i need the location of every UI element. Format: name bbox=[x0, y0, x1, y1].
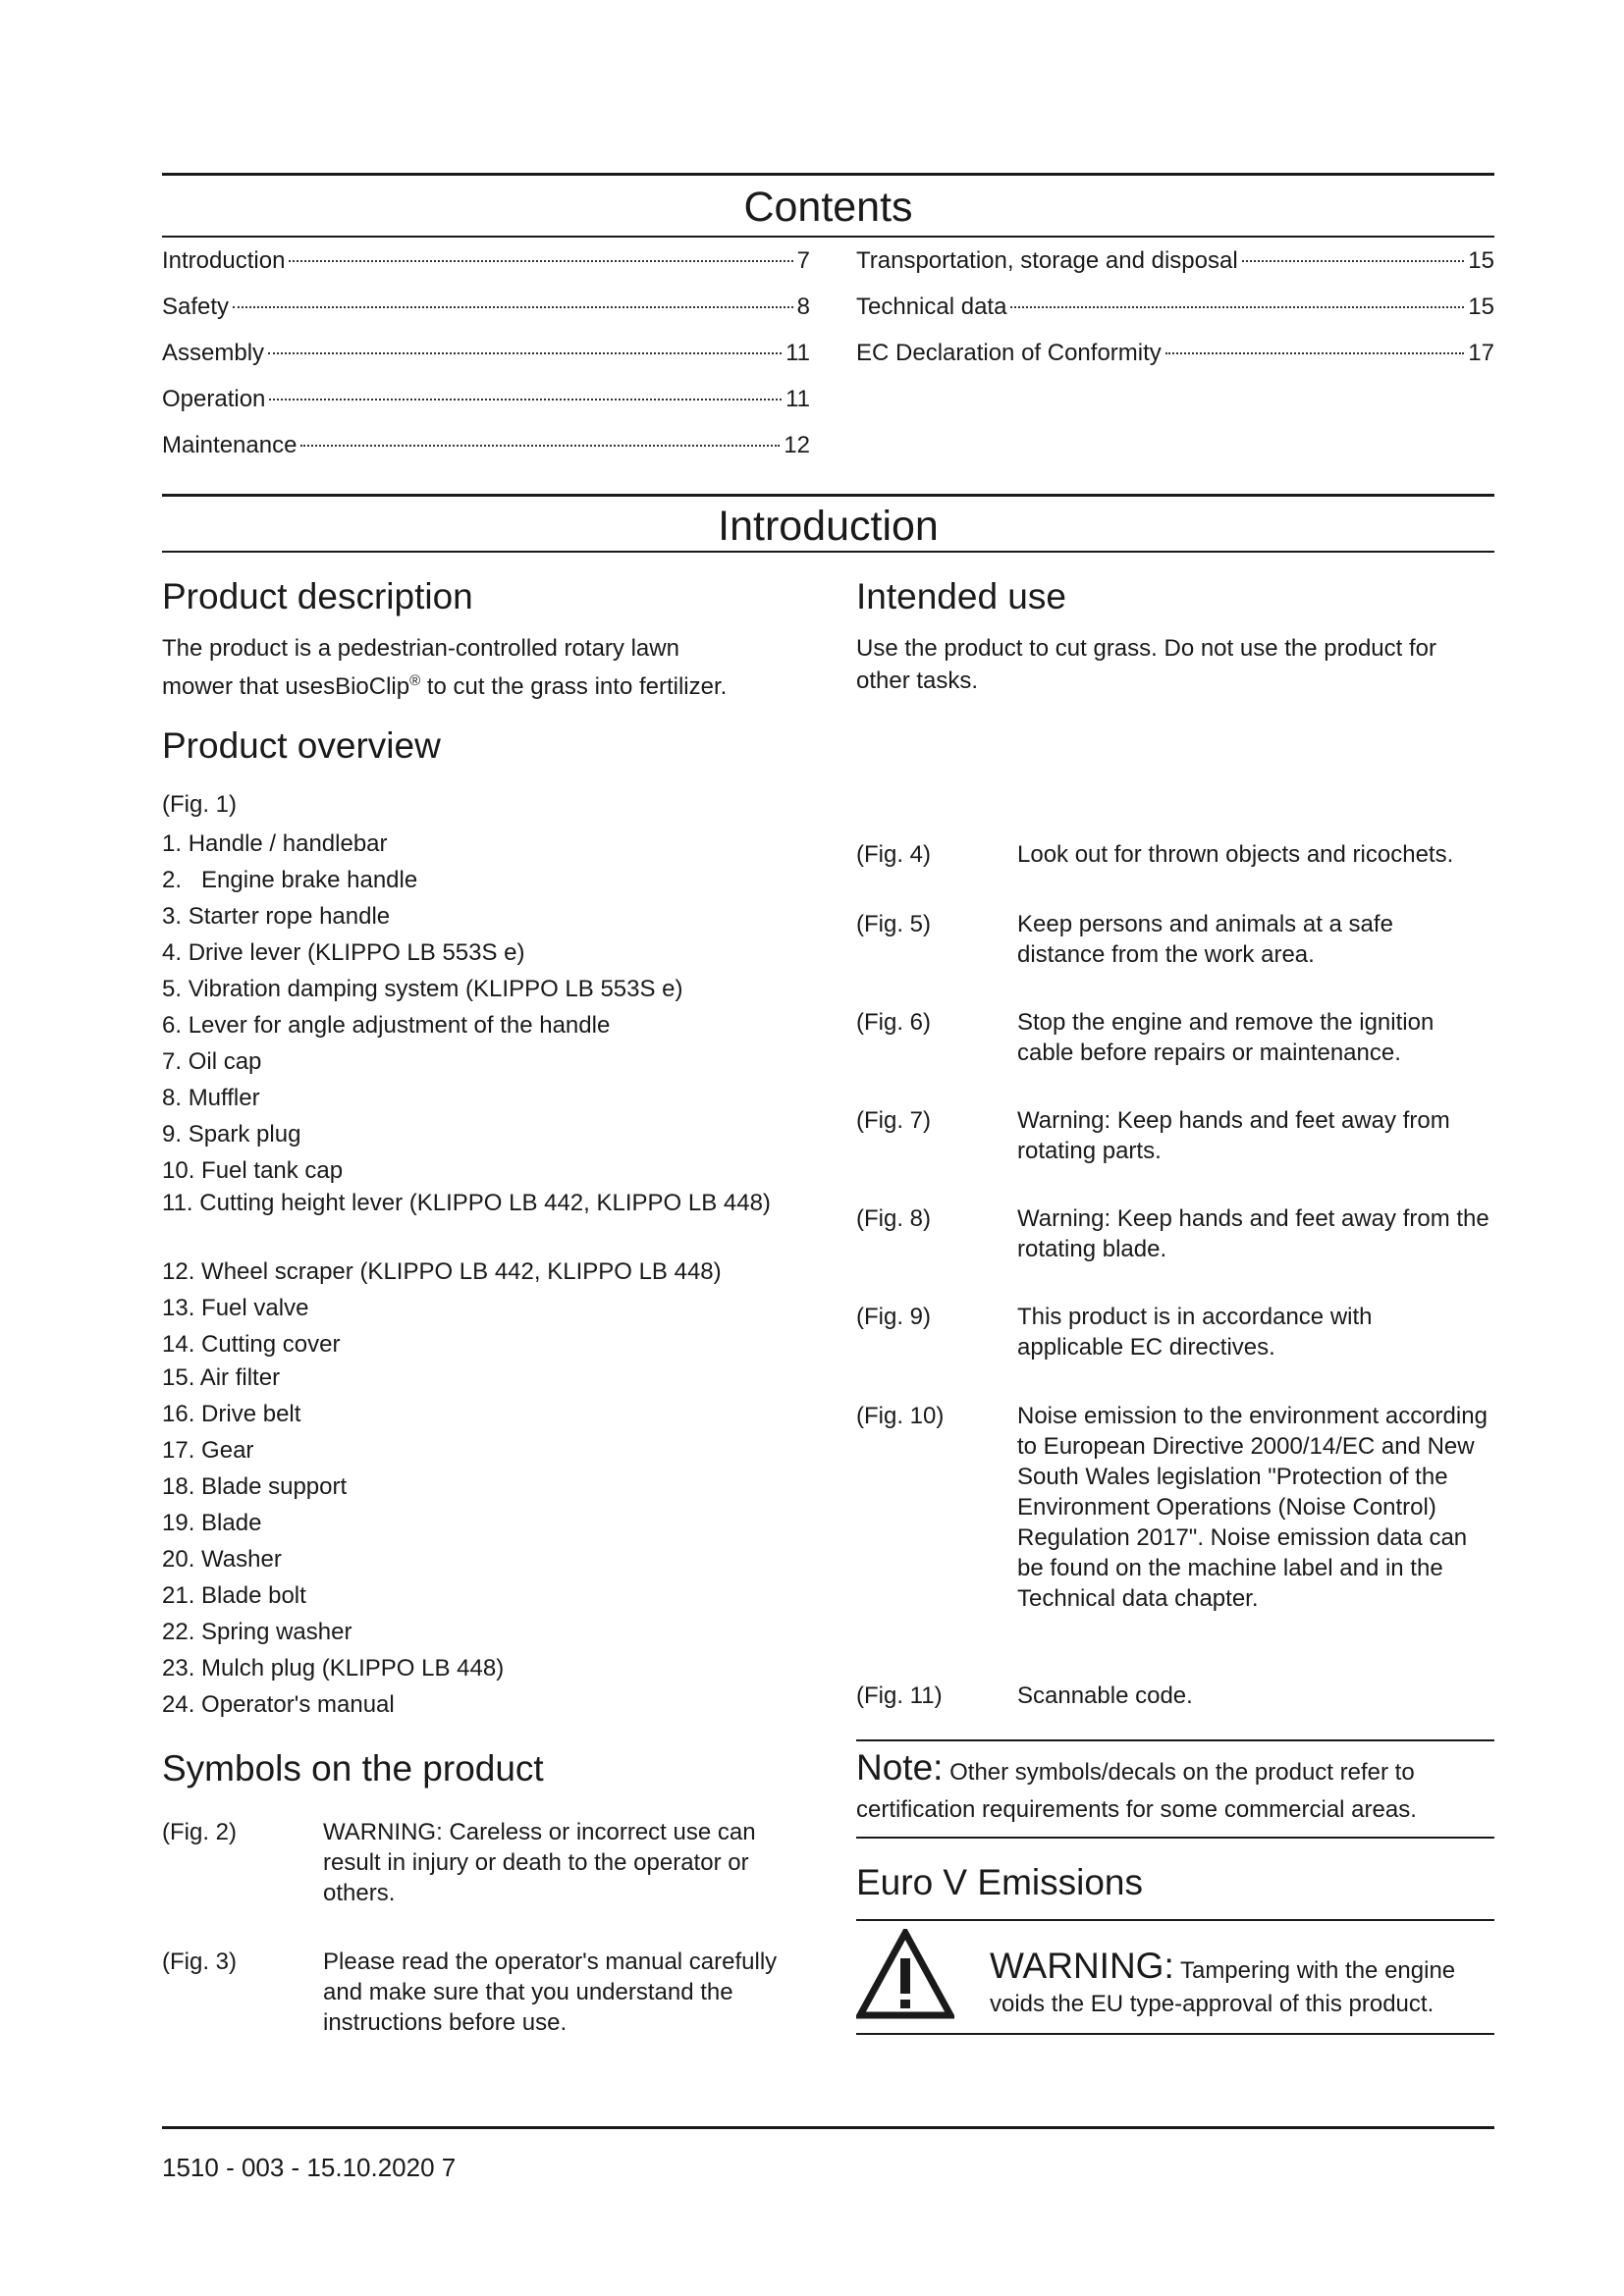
list-item-number: 13. bbox=[162, 1295, 195, 1321]
fig-description: Warning: Keep hands and feet away from the rotating blade. bbox=[1017, 1205, 1489, 1262]
fig-description: Keep persons and animals at a safe distance from the work area. bbox=[1017, 911, 1393, 968]
warning-text: Tampering with the engine voids the EU type-approval of this product. bbox=[990, 1957, 1456, 2017]
toc-entry-page: 7 bbox=[796, 247, 810, 274]
registered-mark: ® bbox=[409, 672, 421, 689]
list-item-text: Vibration damping system (KLIPPO LB 553S e) bbox=[188, 976, 683, 1002]
list-item bbox=[162, 1083, 790, 1119]
toc-leader-dots bbox=[268, 352, 782, 354]
list-item-number: 16. bbox=[162, 1401, 195, 1427]
contents-top-rule bbox=[162, 173, 1494, 176]
toc-leader-dots bbox=[1010, 306, 1464, 308]
toc-left-column bbox=[162, 247, 810, 478]
list-item bbox=[162, 1471, 790, 1508]
list-item-number: 1. bbox=[162, 830, 183, 857]
list-item bbox=[162, 1293, 790, 1329]
list-item bbox=[162, 865, 790, 901]
list-item bbox=[162, 1046, 790, 1083]
note-text: Other symbols/decals on the product refer to certification requirements for some commercial areas. bbox=[856, 1759, 1417, 1823]
fig-label: (Fig. 8) bbox=[856, 1205, 932, 1232]
list-item-number: 11. bbox=[162, 1190, 193, 1216]
toc-entry-name: Introduction bbox=[162, 247, 286, 274]
toc-leader-dots bbox=[1165, 352, 1465, 354]
product-overview-list bbox=[162, 828, 790, 1726]
toc-entry-operation[interactable] bbox=[162, 386, 810, 432]
list-item-number: 4. bbox=[162, 939, 183, 966]
list-item-text: Oil cap bbox=[188, 1048, 262, 1075]
toc-entry-page: 11 bbox=[785, 386, 810, 412]
fig-description: Stop the engine and remove the ignition cable before repairs or maintenance. bbox=[1017, 1009, 1435, 1066]
list-item-number: 8. bbox=[162, 1085, 183, 1111]
list-item-number: 19. bbox=[162, 1510, 195, 1536]
bioclip-name: BioClip bbox=[335, 673, 410, 700]
list-item-text: Cutting cover bbox=[201, 1331, 341, 1358]
footer-rule bbox=[162, 2126, 1494, 2129]
list-item-number: 24. bbox=[162, 1691, 195, 1718]
list-item-text: Handle / handlebar bbox=[188, 830, 388, 857]
list-item-text: Air filter bbox=[199, 1364, 281, 1391]
fig-label: (Fig. 3) bbox=[162, 1949, 238, 1975]
list-item bbox=[162, 1544, 790, 1580]
list-item-number: 10. bbox=[162, 1157, 195, 1184]
list-item-number: 15. bbox=[162, 1364, 195, 1391]
toc-entry-page: 15 bbox=[1468, 294, 1494, 320]
list-item bbox=[162, 828, 790, 865]
toc-entry-ec-declaration[interactable] bbox=[856, 340, 1494, 386]
list-item-text: Blade support bbox=[201, 1473, 348, 1500]
product-description-line-1: The product is a pedestrian-controlled rotary lawn bbox=[162, 635, 679, 662]
list-item-text: Muffler bbox=[188, 1085, 260, 1111]
toc-entry-safety[interactable] bbox=[162, 294, 810, 340]
list-item-number: 9. bbox=[162, 1121, 183, 1148]
list-item bbox=[162, 1256, 790, 1293]
list-item-number: 3. bbox=[162, 903, 183, 930]
contents-title: Contents bbox=[743, 184, 913, 231]
list-item-number: 5. bbox=[162, 976, 183, 1002]
fig-description: Noise emission to the environment according to European Directive 2000/14/EC and New South Wales legislation "Protection of the Environment Operations (Noise Control) Regulation 2017". Noise emission data can be found on the machine label and in the Technical data chapter. bbox=[1017, 1403, 1488, 1612]
list-item-text: Washer bbox=[201, 1546, 282, 1573]
list-item bbox=[162, 901, 790, 937]
toc-entry-name: Transportation, storage and disposal bbox=[856, 247, 1238, 274]
list-item bbox=[162, 1329, 790, 1362]
product-description-line-2 bbox=[162, 665, 810, 703]
intended-use-heading: Intended use bbox=[856, 576, 1066, 616]
toc-leader-dots bbox=[269, 399, 782, 400]
list-item bbox=[162, 1010, 790, 1046]
list-item-text: Mulch plug (KLIPPO LB 448) bbox=[201, 1655, 505, 1682]
product-description-text-a: mower that uses bbox=[162, 673, 336, 700]
list-item-text: Engine brake handle bbox=[201, 867, 418, 893]
product-overview-heading: Product overview bbox=[162, 725, 441, 766]
list-item bbox=[162, 1617, 790, 1653]
list-item-text: Blade bbox=[201, 1510, 262, 1536]
note-label: Note: bbox=[856, 1747, 944, 1788]
list-item-number: 7. bbox=[162, 1048, 183, 1075]
introduction-bottom-rule bbox=[162, 551, 1494, 553]
list-item-text: Spark plug bbox=[188, 1121, 301, 1148]
list-item-text: Starter rope handle bbox=[188, 903, 391, 930]
fig-description: Look out for thrown objects and ricochets. bbox=[1017, 841, 1454, 868]
fig-label: (Fig. 5) bbox=[856, 911, 932, 937]
list-item-text: Fuel tank cap bbox=[201, 1157, 344, 1184]
warning-bottom-rule bbox=[856, 2033, 1494, 2035]
list-item-number: 23. bbox=[162, 1655, 195, 1682]
toc-leader-dots bbox=[1242, 260, 1465, 262]
symbols-heading: Symbols on the product bbox=[162, 1748, 544, 1789]
contents-bottom-rule bbox=[162, 236, 1494, 238]
list-item-text: Fuel valve bbox=[201, 1295, 309, 1321]
list-item-number: 6. bbox=[162, 1012, 183, 1039]
product-description-text-b: to cut the grass into fertilizer. bbox=[420, 673, 728, 700]
toc-entry-assembly[interactable] bbox=[162, 340, 810, 386]
toc-entry-name: Safety bbox=[162, 294, 230, 320]
list-item-text: Operator's manual bbox=[201, 1691, 395, 1718]
product-description-heading: Product description bbox=[162, 576, 473, 616]
list-item bbox=[162, 1689, 790, 1726]
warning-top-rule bbox=[856, 1919, 1494, 1921]
fig-description: Please read the operator's manual carefully and make sure that you understand the instructions before use. bbox=[323, 1949, 778, 2036]
list-item bbox=[162, 937, 790, 974]
toc-entry-page: 15 bbox=[1468, 247, 1494, 274]
toc-entry-name: Assembly bbox=[162, 340, 265, 366]
toc-leader-dots bbox=[233, 306, 793, 308]
list-item-number: 18. bbox=[162, 1473, 195, 1500]
toc-entry-transportation[interactable] bbox=[856, 247, 1494, 294]
list-item-number: 12. bbox=[162, 1258, 195, 1285]
list-item bbox=[162, 1580, 790, 1617]
toc-leader-dots bbox=[300, 445, 780, 447]
warning-triangle-icon bbox=[856, 1929, 954, 2019]
toc-entry-name: Operation bbox=[162, 386, 266, 412]
page-footer: 1510 - 003 - 15.10.2020 7 bbox=[162, 2153, 457, 2182]
toc-right-column bbox=[856, 247, 1494, 386]
list-item-number: 20. bbox=[162, 1546, 195, 1573]
toc-entry-introduction[interactable] bbox=[162, 247, 810, 294]
list-item bbox=[162, 1119, 790, 1155]
fig-label: (Fig. 4) bbox=[856, 841, 932, 868]
list-item bbox=[162, 1435, 790, 1471]
warning-label: WARNING: bbox=[990, 1946, 1174, 1986]
list-item-text: Drive belt bbox=[201, 1401, 301, 1427]
note-top-rule bbox=[856, 1739, 1494, 1741]
list-item-text: Wheel scraper (KLIPPO LB 442, KLIPPO LB 448) bbox=[201, 1258, 722, 1285]
list-item-text: Drive lever (KLIPPO LB 553S e) bbox=[188, 939, 525, 966]
fig-label: (Fig. 6) bbox=[856, 1009, 932, 1036]
list-item-text: Cutting height lever (KLIPPO LB 442, KLIPPO LB 448) bbox=[199, 1190, 771, 1216]
list-item-text: Blade bolt bbox=[201, 1582, 306, 1609]
introduction-title: Introduction bbox=[718, 503, 939, 550]
list-item-number: 17. bbox=[162, 1437, 195, 1464]
product-description-text bbox=[162, 632, 810, 703]
toc-entry-page: 8 bbox=[796, 294, 810, 320]
note-block bbox=[856, 1749, 1494, 1829]
list-item-number: 22. bbox=[162, 1619, 195, 1645]
list-item bbox=[162, 1188, 824, 1256]
fig-label: (Fig. 2) bbox=[162, 1819, 238, 1845]
toc-entry-maintenance[interactable] bbox=[162, 432, 810, 478]
note-bottom-rule bbox=[856, 1837, 1494, 1839]
toc-entry-page: 11 bbox=[785, 340, 810, 366]
list-item bbox=[162, 1653, 790, 1689]
fig-label: (Fig. 11) bbox=[856, 1682, 943, 1709]
fig-description: WARNING: Careless or incorrect use can result in injury or death to the operator or others. bbox=[323, 1819, 756, 1906]
list-item bbox=[162, 1155, 790, 1188]
list-item bbox=[162, 974, 790, 1010]
list-item-text: Gear bbox=[201, 1437, 254, 1464]
fig-description: This product is in accordance with applicable EC directives. bbox=[1017, 1304, 1373, 1361]
toc-entry-name: Technical data bbox=[856, 294, 1007, 320]
toc-entry-page: 12 bbox=[784, 432, 810, 458]
list-item bbox=[162, 1362, 790, 1399]
list-item-text: Spring washer bbox=[201, 1619, 352, 1645]
product-overview-fig-ref: (Fig. 1) bbox=[162, 791, 238, 818]
warning-block bbox=[990, 1946, 1494, 2021]
toc-entry-name: EC Declaration of Conformity bbox=[856, 340, 1162, 366]
list-item-number: 14. bbox=[162, 1331, 195, 1358]
list-item-number: 21. bbox=[162, 1582, 195, 1609]
euro-v-heading: Euro V Emissions bbox=[856, 1862, 1143, 1902]
list-item bbox=[162, 1399, 790, 1435]
toc-leader-dots bbox=[289, 260, 792, 262]
fig-description: Warning: Keep hands and feet away from rotating parts. bbox=[1017, 1107, 1450, 1164]
fig-label: (Fig. 10) bbox=[856, 1403, 945, 1429]
introduction-top-rule bbox=[162, 494, 1494, 497]
fig-label: (Fig. 7) bbox=[856, 1107, 932, 1134]
fig-description: Scannable code. bbox=[1017, 1682, 1193, 1709]
list-item-text: Lever for angle adjustment of the handle bbox=[188, 1012, 611, 1039]
list-item bbox=[162, 1508, 790, 1544]
toc-entry-name: Maintenance bbox=[162, 432, 298, 458]
intended-use-text: Use the product to cut grass. Do not use the product for other tasks. bbox=[856, 635, 1436, 694]
toc-entry-page: 17 bbox=[1468, 340, 1494, 366]
toc-entry-technical-data[interactable] bbox=[856, 294, 1494, 340]
list-item-number: 2. bbox=[162, 867, 183, 893]
fig-label: (Fig. 9) bbox=[856, 1304, 932, 1330]
